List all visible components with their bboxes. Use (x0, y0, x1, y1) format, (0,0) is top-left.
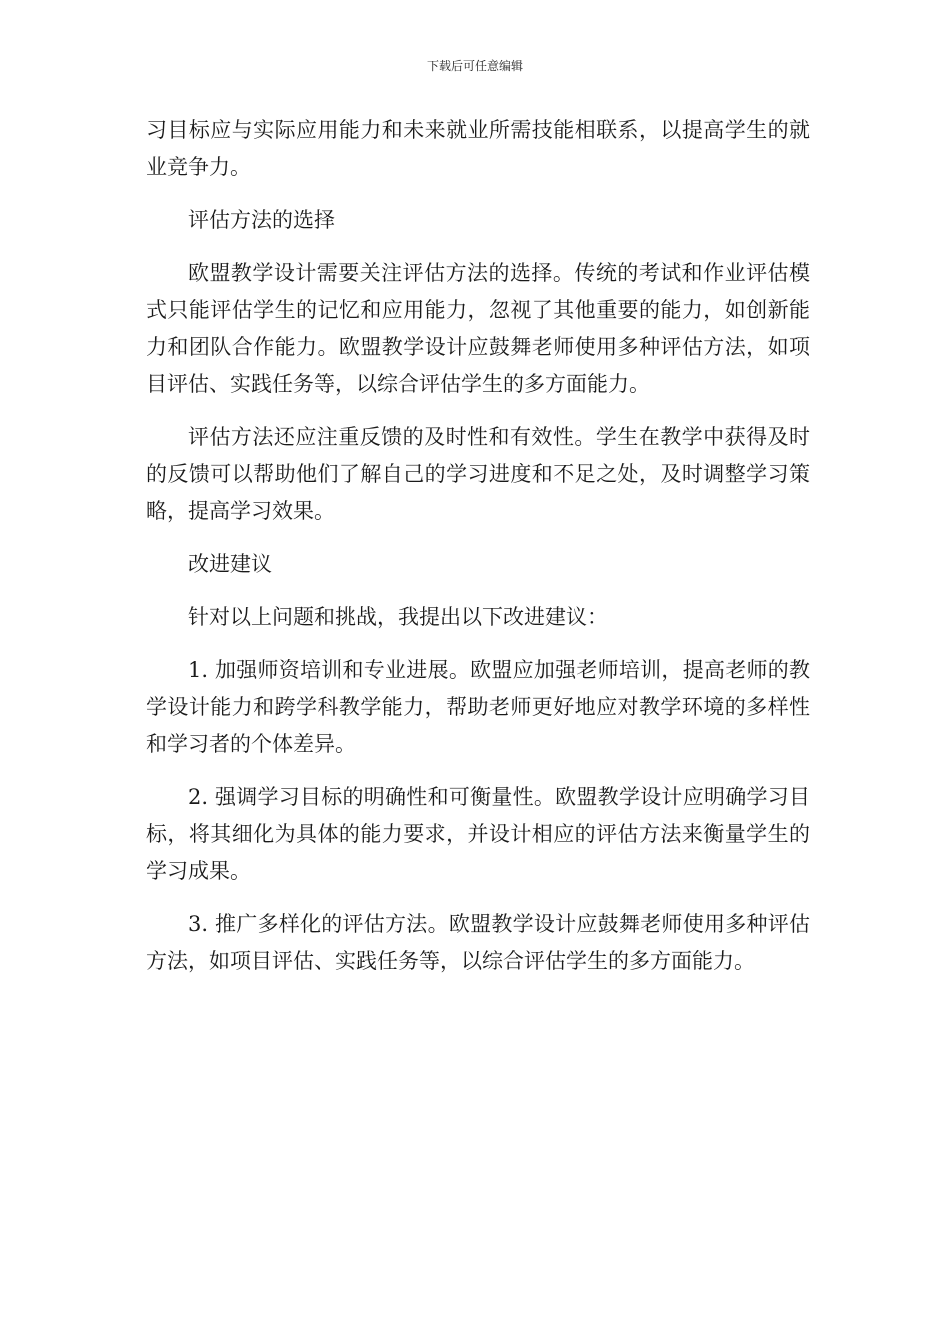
section-heading-improvement: 改进建议 (188, 552, 272, 576)
list-item-suggestion-2: 2. 强调学习目标的明确性和可衡量性。欧盟教学设计应明确学习目标，将其细化为具体的能力要求，并设计相应的评估方法来衡量学生的学习成果。 (146, 785, 810, 883)
paragraph-continuation: 习目标应与实际应用能力和未来就业所需技能相联系，以提高学生的就业竞争力。 (146, 118, 810, 179)
paragraph-intro-suggestions: 针对以上问题和挑战，我提出以下改进建议： (188, 605, 608, 629)
paragraph-feedback: 评估方法还应注重反馈的及时性和有效性。学生在教学中获得及时的反馈可以帮助他们了解自己的学习进度和不足之处，及时调整学习策略，提高学习效果。 (146, 425, 810, 523)
page-header: 下载后可任意编辑 (426, 59, 523, 73)
document-body (146, 112, 810, 996)
list-item-suggestion-1: 1. 加强师资培训和专业进展。欧盟应加强老师培训，提高老师的教学设计能力和跨学科教学能力，帮助老师更好地应对教学环境的多样性和学习者的个体差异。 (146, 658, 810, 756)
section-heading-evaluation-methods: 评估方法的选择 (188, 208, 335, 232)
paragraph-evaluation-choice: 欧盟教学设计需要关注评估方法的选择。传统的考试和作业评估模式只能评估学生的记忆和应用能力，忽视了其他重要的能力，如创新能力和团队合作能力。欧盟教学设计应鼓舞老师使用多种评估方法，如项目评估、实践任务等，以综合评估学生的多方面能力。 (146, 261, 810, 396)
list-item-suggestion-3: 3. 推广多样化的评估方法。欧盟教学设计应鼓舞老师使用多种评估方法，如项目评估、实践任务等，以综合评估学生的多方面能力。 (146, 912, 810, 973)
